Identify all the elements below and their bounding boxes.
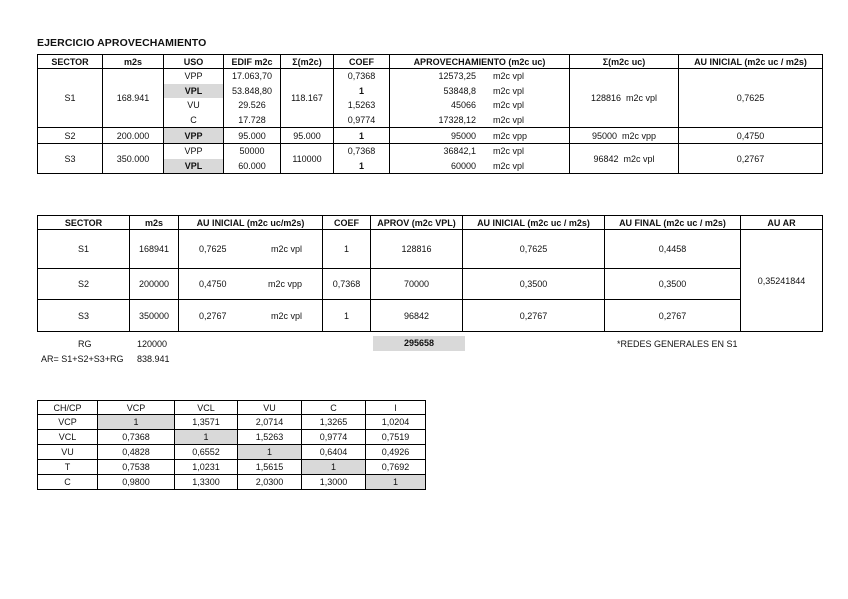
edif-value: 17.728 [238, 114, 266, 125]
matrix-cell: 0,4926 [366, 445, 426, 460]
col-vu: VU [238, 401, 302, 415]
aprov-cell [390, 69, 570, 128]
uso-vpp: VPP [184, 71, 203, 81]
col-sum-m2c-uc: Σ(m2c uc) [570, 55, 679, 69]
aprov-value: 53848,8 [443, 85, 476, 96]
col-au-ar: AU AR [741, 216, 823, 230]
col-sum-m2c: Σ(m2c) [281, 55, 334, 69]
aprov-cell [390, 128, 570, 144]
aprov-unit: m2c vpl [493, 114, 525, 125]
matrix-cell: 1,5263 [238, 430, 302, 445]
uso-cell [164, 144, 224, 174]
edif-cell: 95.000 [224, 128, 281, 144]
coef-value: 0,7368 [347, 146, 376, 156]
matrix-cell: 1 [98, 415, 175, 430]
coef-cell [334, 69, 390, 128]
matrix-cell: 0,7538 [98, 460, 175, 475]
sum-cell: 95.000 [281, 128, 334, 144]
au-final-cell: 0,4458 [605, 230, 741, 269]
sector-cell: S2 [38, 269, 130, 300]
aprov-cell: 96842 [371, 300, 463, 332]
aprov-value: 45066 [450, 100, 476, 110]
col-uso: USO [164, 55, 224, 69]
table-row [38, 460, 426, 475]
uso-vpl: VPL [164, 159, 223, 174]
aprov-value: 36842,1 [443, 146, 476, 156]
uso-vpp: VPP [184, 146, 203, 156]
m2s-cell: 168941 [130, 230, 179, 269]
col-c: C [302, 401, 366, 415]
edif-value: 50000 [239, 146, 265, 156]
col-au-final: AU FINAL (m2c uc / m2s) [605, 216, 741, 230]
matrix-cell: 1,0231 [175, 460, 238, 475]
au-unit: m2c vpl [270, 244, 302, 254]
header-row [38, 55, 823, 69]
col-vcl: VCL [175, 401, 238, 415]
m2s-cell: 200.000 [103, 128, 164, 144]
row-label: VU [38, 445, 98, 460]
m2s-cell: 350000 [130, 300, 179, 332]
matrix-cell: 1 [366, 475, 426, 490]
aprov-unit: m2c vpl [493, 85, 525, 96]
table-row [38, 445, 426, 460]
rg-label: RG [78, 339, 92, 349]
sum-uc-value: 96842 [593, 153, 619, 164]
m2s-cell: 168.941 [103, 69, 164, 128]
aprov-value: 17328,12 [438, 114, 476, 125]
sum-uc-cell [570, 144, 679, 174]
col-aprov: APROV (m2c VPL) [371, 216, 463, 230]
sector-cell: S3 [38, 300, 130, 332]
table-row-s1 [38, 230, 823, 269]
coef-value: 0,7368 [347, 71, 376, 81]
table-row-s2 [38, 128, 823, 144]
row-label: T [38, 460, 98, 475]
uso-cell [164, 69, 224, 128]
header-row [38, 401, 426, 415]
row-label: VCP [38, 415, 98, 430]
sector-cell: S3 [38, 144, 103, 174]
matrix-cell: 0,4828 [98, 445, 175, 460]
col-m2s: m2s [103, 55, 164, 69]
uso-cell: VPP [164, 128, 224, 144]
au-value: 0,7625 [199, 244, 227, 254]
edif-value: 17.063,70 [231, 71, 273, 81]
document-title: EJERCICIO APROVECHAMIENTO [37, 37, 207, 49]
table-row [38, 430, 426, 445]
au-unit: m2c vpl [270, 310, 302, 321]
col-au-inicial: AU INICIAL (m2c uc/m2s) [179, 216, 323, 230]
aprov-cell: 128816 [371, 230, 463, 269]
au-inicial-cell: 0,7625 [463, 230, 605, 269]
table-row-s1 [38, 69, 823, 128]
m2s-cell: 200000 [130, 269, 179, 300]
ar-formula-label: AR= S1+S2+S3+RG [41, 354, 124, 364]
row-label: VCL [38, 430, 98, 445]
aprov-unit: m2c vpl [493, 160, 525, 171]
coef-cell: 1 [323, 300, 371, 332]
sum-uc-cell [570, 128, 679, 144]
matrix-cell: 2,0300 [238, 475, 302, 490]
col-coef: COEF [323, 216, 371, 230]
matrix-cell: 1 [302, 460, 366, 475]
aprov-total: 295658 [373, 336, 465, 351]
edif-cell [224, 144, 281, 174]
au-cell [179, 300, 323, 332]
matrix-cell: 0,6404 [302, 445, 366, 460]
sector-cell: S2 [38, 128, 103, 144]
col-m2s: m2s [130, 216, 179, 230]
matrix-cell: 1 [238, 445, 302, 460]
matrix-cell: 0,7519 [366, 430, 426, 445]
au-unit: m2c vpp [267, 279, 302, 289]
matrix-cell: 1,3300 [175, 475, 238, 490]
m2s-cell: 350.000 [103, 144, 164, 174]
au-inicial-cell: 0,3500 [463, 269, 605, 300]
au-final-table [37, 215, 823, 332]
ar-formula-value: 838.941 [137, 354, 170, 364]
matrix-cell: 1 [175, 430, 238, 445]
table-row-s3 [38, 300, 823, 332]
uso-vpl: VPL [164, 84, 223, 99]
au-final-cell: 0,2767 [605, 300, 741, 332]
matrix-cell: 1,0204 [366, 415, 426, 430]
coef-cell: 1 [334, 128, 390, 144]
au-cell: 0,2767 [679, 144, 823, 174]
coef-cell: 1 [323, 230, 371, 269]
uso-vu: VU [187, 100, 200, 110]
sector-cell: S1 [38, 69, 103, 128]
matrix-cell: 1,3000 [302, 475, 366, 490]
au-final-cell: 0,3500 [605, 269, 741, 300]
aprov-unit: m2c vpl [493, 71, 525, 81]
col-i: I [366, 401, 426, 415]
edif-value: 29.526 [238, 100, 266, 110]
aprov-cell [390, 144, 570, 174]
uso-c: C [190, 114, 197, 125]
au-inicial-cell: 0,2767 [463, 300, 605, 332]
coef-value: 1,5263 [347, 100, 376, 110]
table-row [38, 475, 426, 490]
coef-value: 0,9774 [347, 114, 376, 125]
sum-cell: 110000 [281, 144, 334, 174]
aprov-cell: 70000 [371, 269, 463, 300]
aprov-unit: m2c vpl [493, 100, 525, 110]
matrix-cell: 0,7692 [366, 460, 426, 475]
col-au-inicial: AU INICIAL (m2c uc / m2s) [679, 55, 823, 69]
header-row [38, 216, 823, 230]
matrix-cell: 2,0714 [238, 415, 302, 430]
coef-cell [334, 144, 390, 174]
matrix-cell: 0,9774 [302, 430, 366, 445]
au-cell [179, 230, 323, 269]
edif-value: 60.000 [238, 160, 266, 171]
sector-cell: S1 [38, 230, 130, 269]
sum-cell: 118.167 [281, 69, 334, 128]
table-row-s2 [38, 269, 823, 300]
sum-uc-cell [570, 69, 679, 128]
table-row [38, 415, 426, 430]
aprov-unit: m2c vpp [493, 130, 528, 141]
sum-uc-value: 95000 [591, 130, 617, 141]
col-coef: COEF [334, 55, 390, 69]
au-cell [179, 269, 323, 300]
matrix-cell: 1,3571 [175, 415, 238, 430]
col-edif: EDIF m2c [224, 55, 281, 69]
aprov-value: 95000 [450, 130, 476, 141]
aprov-unit: m2c vpl [493, 146, 525, 156]
edif-value: 53.848,80 [231, 85, 273, 96]
matrix-cell: 1,5615 [238, 460, 302, 475]
redes-generales-note: *REDES GENERALES EN S1 [617, 339, 738, 349]
rg-value: 120000 [137, 339, 168, 349]
sum-uc-value: 128816 [590, 93, 621, 103]
au-value: 0,2767 [199, 310, 227, 321]
col-aprovechamiento: APROVECHAMIENTO (m2c uc) [390, 55, 570, 69]
coef-cell: 0,7368 [323, 269, 371, 300]
au-value: 0,4750 [199, 279, 227, 289]
sum-uc-unit: m2c vpl [626, 93, 658, 103]
au-ar-cell: 0,35241844 [741, 230, 823, 332]
col-sector: SECTOR [38, 216, 130, 230]
col-ch-cp: CH/CP [38, 401, 98, 415]
edif-cell [224, 69, 281, 128]
matrix-cell: 0,7368 [98, 430, 175, 445]
matrix-cell: 0,9800 [98, 475, 175, 490]
aprov-value: 12573,25 [438, 71, 476, 81]
row-label: C [38, 475, 98, 490]
col-au-inicial-2: AU INICIAL (m2c uc / m2s) [463, 216, 605, 230]
au-cell: 0,7625 [679, 69, 823, 128]
au-cell: 0,4750 [679, 128, 823, 144]
matrix-cell: 1,3265 [302, 415, 366, 430]
sum-uc-unit: m2c vpl [623, 153, 655, 164]
table-row-s3 [38, 144, 823, 174]
col-vcp: VCP [98, 401, 175, 415]
sum-uc-unit: m2c vpp [622, 130, 657, 141]
coef-value: 1 [358, 160, 364, 171]
aprovechamiento-table [37, 54, 823, 174]
col-sector: SECTOR [38, 55, 103, 69]
aprov-value: 60000 [450, 160, 476, 171]
coef-value: 1 [358, 85, 364, 96]
matrix-cell: 0,6552 [175, 445, 238, 460]
coef-matrix-table [37, 400, 426, 490]
